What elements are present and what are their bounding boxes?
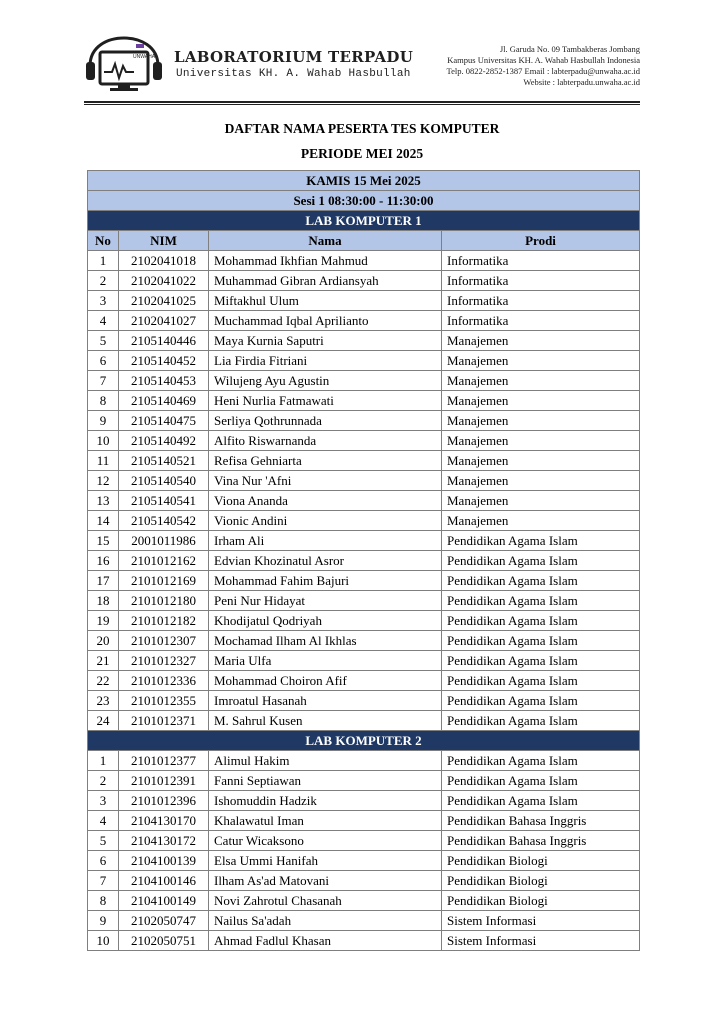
cell-nim: 2102041022: [119, 271, 209, 291]
column-header-no: No: [88, 231, 119, 251]
cell-no: 2: [88, 771, 119, 791]
table-row: [88, 571, 640, 591]
cell-nim: 2101012307: [119, 631, 209, 651]
cell-prodi: Manajemen: [442, 351, 640, 371]
cell-prodi: Pendidikan Agama Islam: [442, 631, 640, 651]
column-header-nama: Nama: [209, 231, 442, 251]
cell-nama: Serliya Qothrunnada: [209, 411, 442, 431]
cell-nama: Wilujeng Ayu Agustin: [209, 371, 442, 391]
cell-no: 4: [88, 811, 119, 831]
table-row: [88, 331, 640, 351]
table-row: [88, 611, 640, 631]
cell-prodi: Pendidikan Bahasa Inggris: [442, 831, 640, 851]
cell-prodi: Informatika: [442, 271, 640, 291]
cell-no: 9: [88, 911, 119, 931]
cell-nim: 2102050751: [119, 931, 209, 951]
cell-prodi: Informatika: [442, 291, 640, 311]
cell-prodi: Manajemen: [442, 511, 640, 531]
cell-nama: Miftakhul Ulum: [209, 291, 442, 311]
cell-prodi: Manajemen: [442, 491, 640, 511]
cell-prodi: Manajemen: [442, 431, 640, 451]
cell-no: 20: [88, 631, 119, 651]
schedule-day: KAMIS 15 Mei 2025: [88, 171, 640, 191]
cell-no: 6: [88, 851, 119, 871]
logo-text: UNWAHA: [133, 54, 156, 60]
cell-prodi: Pendidikan Agama Islam: [442, 751, 640, 771]
table-row: [88, 831, 640, 851]
table-row: [88, 691, 640, 711]
cell-no: 8: [88, 391, 119, 411]
cell-nama: Vina Nur 'Afni: [209, 471, 442, 491]
table-row: [88, 431, 640, 451]
cell-no: 3: [88, 791, 119, 811]
letterhead: [84, 34, 640, 98]
cell-no: 7: [88, 371, 119, 391]
cell-no: 19: [88, 611, 119, 631]
address-line: Telp. 0822-2852-1387 Email : labterpadu@unwaha.ac.id: [446, 66, 640, 76]
cell-prodi: Manajemen: [442, 411, 640, 431]
table-row: [88, 291, 640, 311]
cell-prodi: Manajemen: [442, 451, 640, 471]
cell-nama: Maya Kurnia Saputri: [209, 331, 442, 351]
cell-no: 3: [88, 291, 119, 311]
cell-nim: 2101012169: [119, 571, 209, 591]
cell-prodi: Pendidikan Biologi: [442, 891, 640, 911]
participant-table: [87, 170, 640, 951]
table-row: [88, 271, 640, 291]
lab-name: LABORATORIUM TERPADU: [174, 48, 414, 66]
cell-nama: Alimul Hakim: [209, 751, 442, 771]
lab-name: LAB KOMPUTER 2: [88, 731, 640, 751]
cell-no: 16: [88, 551, 119, 571]
cell-nim: 2102041025: [119, 291, 209, 311]
cell-nama: Muhammad Gibran Ardiansyah: [209, 271, 442, 291]
table-row: [88, 491, 640, 511]
cell-nim: 2104130170: [119, 811, 209, 831]
table-row: [88, 911, 640, 931]
cell-prodi: Pendidikan Agama Islam: [442, 791, 640, 811]
cell-nama: Mohammad Ikhfian Mahmud: [209, 251, 442, 271]
cell-nim: 2101012391: [119, 771, 209, 791]
cell-nim: 2101012396: [119, 791, 209, 811]
cell-nim: 2101012371: [119, 711, 209, 731]
table-row: [88, 671, 640, 691]
cell-nama: Nailus Sa'adah: [209, 911, 442, 931]
cell-no: 1: [88, 751, 119, 771]
table-row: [88, 651, 640, 671]
cell-nim: 2101012162: [119, 551, 209, 571]
cell-nim: 2101012355: [119, 691, 209, 711]
cell-nim: 2105140475: [119, 411, 209, 431]
cell-nama: Maria Ulfa: [209, 651, 442, 671]
table-row: [88, 471, 640, 491]
cell-nama: Lia Firdia Fitriani: [209, 351, 442, 371]
cell-prodi: Pendidikan Agama Islam: [442, 671, 640, 691]
table-row: [88, 531, 640, 551]
table-row: [88, 351, 640, 371]
cell-no: 18: [88, 591, 119, 611]
address-line: Website : labterpadu.unwaha.ac.id: [523, 77, 640, 87]
header-divider-thin: [84, 104, 640, 105]
cell-prodi: Pendidikan Agama Islam: [442, 531, 640, 551]
cell-no: 10: [88, 431, 119, 451]
table-row: [88, 391, 640, 411]
cell-nama: Imroatul Hasanah: [209, 691, 442, 711]
cell-nim: 2101012182: [119, 611, 209, 631]
cell-no: 5: [88, 331, 119, 351]
cell-nim: 2101012377: [119, 751, 209, 771]
cell-no: 5: [88, 831, 119, 851]
table-row: [88, 931, 640, 951]
cell-no: 2: [88, 271, 119, 291]
cell-prodi: Pendidikan Agama Islam: [442, 651, 640, 671]
cell-nama: M. Sahrul Kusen: [209, 711, 442, 731]
cell-prodi: Pendidikan Agama Islam: [442, 551, 640, 571]
lab-header-row: [88, 211, 640, 231]
cell-nama: Khodijatul Qodriyah: [209, 611, 442, 631]
cell-nama: Ilham As'ad Matovani: [209, 871, 442, 891]
cell-nama: Edvian Khozinatul Asror: [209, 551, 442, 571]
table-row: [88, 851, 640, 871]
lab-name: LAB KOMPUTER 1: [88, 211, 640, 231]
cell-nama: Muchammad Iqbal Aprilianto: [209, 311, 442, 331]
document-period: PERIODE MEI 2025: [300, 146, 424, 161]
cell-nim: 2105140492: [119, 431, 209, 451]
cell-nim: 2105140469: [119, 391, 209, 411]
table-row: [88, 311, 640, 331]
cell-prodi: Sistem Informasi: [442, 911, 640, 931]
cell-prodi: Pendidikan Agama Islam: [442, 711, 640, 731]
cell-nama: Mohammad Fahim Bajuri: [209, 571, 442, 591]
cell-no: 6: [88, 351, 119, 371]
column-header-row: [88, 231, 640, 251]
cell-nama: Elsa Ummi Hanifah: [209, 851, 442, 871]
address-block: [447, 44, 640, 88]
cell-nim: 2105140521: [119, 451, 209, 471]
cell-nim: 2105140540: [119, 471, 209, 491]
table-row: [88, 371, 640, 391]
cell-no: 15: [88, 531, 119, 551]
cell-nama: Heni Nurlia Fatmawati: [209, 391, 442, 411]
cell-prodi: Pendidikan Agama Islam: [442, 611, 640, 631]
cell-nim: 2102041027: [119, 311, 209, 331]
cell-nama: Irham Ali: [209, 531, 442, 551]
table-row: [88, 891, 640, 911]
cell-nama: Refisa Gehniarta: [209, 451, 442, 471]
table-row: [88, 631, 640, 651]
cell-nama: Vionic Andini: [209, 511, 442, 531]
cell-no: 12: [88, 471, 119, 491]
cell-prodi: Manajemen: [442, 471, 640, 491]
cell-no: 22: [88, 671, 119, 691]
address-line: Kampus Universitas KH. A. Wahab Hasbullah Indonesia: [447, 55, 640, 65]
table-row: [88, 591, 640, 611]
cell-nama: Mohammad Choiron Afif: [209, 671, 442, 691]
cell-no: 11: [88, 451, 119, 471]
cell-nim: 2105140452: [119, 351, 209, 371]
cell-nim: 2104100146: [119, 871, 209, 891]
table-row: [88, 771, 640, 791]
cell-nim: 2105140542: [119, 511, 209, 531]
lab-header-row: [88, 731, 640, 751]
cell-prodi: Manajemen: [442, 371, 640, 391]
schedule-session: Sesi 1 08:30:00 - 11:30:00: [88, 191, 640, 211]
cell-no: 1: [88, 251, 119, 271]
cell-nama: Ahmad Fadlul Khasan: [209, 931, 442, 951]
header-divider: [84, 101, 640, 103]
lab-logo-icon: [84, 36, 164, 94]
schedule-day-row: [88, 171, 640, 191]
cell-nama: Novi Zahrotul Chasanah: [209, 891, 442, 911]
table-row: [88, 811, 640, 831]
cell-nim: 2105140446: [119, 331, 209, 351]
cell-nim: 2102050747: [119, 911, 209, 931]
cell-nim: 2105140453: [119, 371, 209, 391]
cell-nim: 2102041018: [119, 251, 209, 271]
cell-nim: 2105140541: [119, 491, 209, 511]
cell-nama: Alfito Riswarnanda: [209, 431, 442, 451]
cell-prodi: Informatika: [442, 251, 640, 271]
cell-nama: Peni Nur Hidayat: [209, 591, 442, 611]
table-row: [88, 251, 640, 271]
cell-prodi: Manajemen: [442, 391, 640, 411]
cell-nama: Khalawatul Iman: [209, 811, 442, 831]
cell-nim: 2001011986: [119, 531, 209, 551]
address-line: Jl. Garuda No. 09 Tambakberas Jombang: [499, 44, 640, 54]
cell-nim: 2101012180: [119, 591, 209, 611]
cell-prodi: Manajemen: [442, 331, 640, 351]
cell-nim: 2101012327: [119, 651, 209, 671]
cell-nim: 2104100149: [119, 891, 209, 911]
cell-no: 10: [88, 931, 119, 951]
schedule-session-row: [88, 191, 640, 211]
cell-no: 23: [88, 691, 119, 711]
table-row: [88, 551, 640, 571]
cell-no: 13: [88, 491, 119, 511]
table-row: [88, 451, 640, 471]
cell-prodi: Pendidikan Agama Islam: [442, 691, 640, 711]
cell-prodi: Informatika: [442, 311, 640, 331]
cell-nama: Viona Ananda: [209, 491, 442, 511]
table-row: [88, 751, 640, 771]
cell-nim: 2101012336: [119, 671, 209, 691]
cell-no: 14: [88, 511, 119, 531]
cell-no: 4: [88, 311, 119, 331]
cell-prodi: Sistem Informasi: [442, 931, 640, 951]
table-row: [88, 791, 640, 811]
cell-nama: Fanni Septiawan: [209, 771, 442, 791]
participant-table-body: [88, 171, 640, 951]
cell-no: 21: [88, 651, 119, 671]
cell-no: 9: [88, 411, 119, 431]
cell-prodi: Pendidikan Agama Islam: [442, 571, 640, 591]
column-header-nim: NIM: [119, 231, 209, 251]
table-row: [88, 411, 640, 431]
cell-nim: 2104130172: [119, 831, 209, 851]
cell-nama: Mochamad Ilham Al Ikhlas: [209, 631, 442, 651]
table-row: [88, 511, 640, 531]
cell-prodi: Pendidikan Biologi: [442, 851, 640, 871]
cell-nama: Catur Wicaksono: [209, 831, 442, 851]
table-row: [88, 711, 640, 731]
cell-nim: 2104100139: [119, 851, 209, 871]
cell-prodi: Pendidikan Bahasa Inggris: [442, 811, 640, 831]
cell-prodi: Pendidikan Biologi: [442, 871, 640, 891]
cell-prodi: Pendidikan Agama Islam: [442, 591, 640, 611]
column-header-prodi: Prodi: [442, 231, 640, 251]
document-title: DAFTAR NAMA PESERTA TES KOMPUTER: [224, 121, 500, 136]
cell-no: 8: [88, 891, 119, 911]
cell-nama: Ishomuddin Hadzik: [209, 791, 442, 811]
cell-no: 17: [88, 571, 119, 591]
cell-prodi: Pendidikan Agama Islam: [442, 771, 640, 791]
university-name: Universitas KH. A. Wahab Hasbullah: [176, 68, 411, 80]
cell-no: 7: [88, 871, 119, 891]
cell-no: 24: [88, 711, 119, 731]
table-row: [88, 871, 640, 891]
